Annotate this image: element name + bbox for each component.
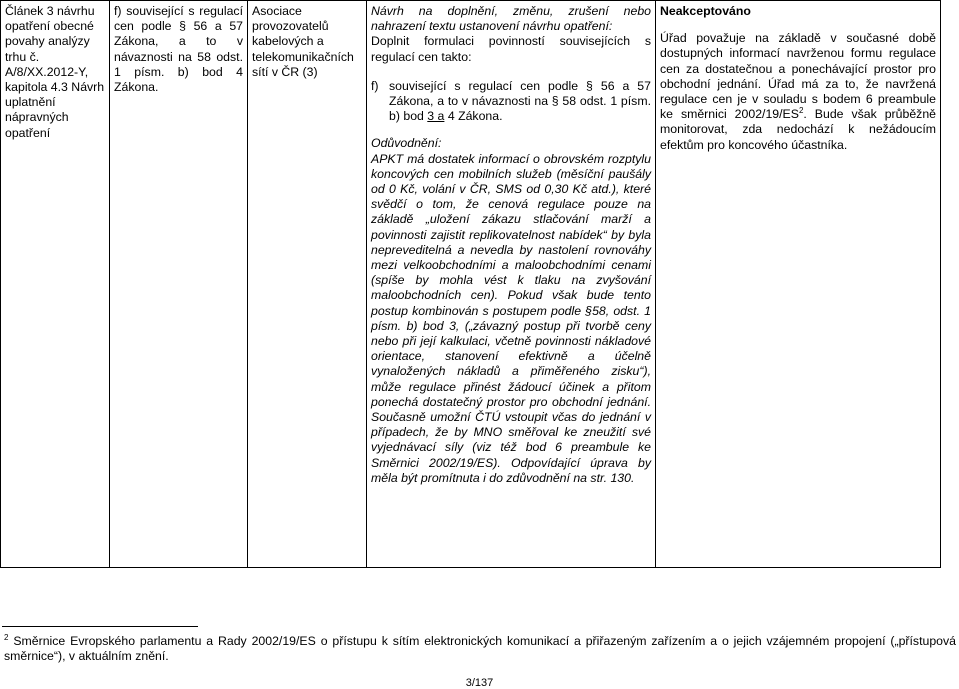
proposal-item-insert: 3 a <box>427 109 445 124</box>
footnote-divider <box>2 626 198 627</box>
footnote <box>4 634 956 664</box>
commenter-cell <box>248 1 367 568</box>
measure-text: f) související s regulací cen podle § 56 a 57 Zákona, a to v návaznosti na 58 odst. 1 písm. b) bod 4 Zákona. <box>114 4 243 95</box>
footnote-reference[interactable]: 2 <box>798 106 804 116</box>
evaluation-verdict: Neakceptováno <box>660 4 751 18</box>
evaluation-cell <box>656 1 941 568</box>
article-reference: Článek 3 návrhu opatření obecné povahy analýzy trhu č. A/8/XX.2012-Y, kapitola 4.3 Návrh uplatnění nápravných opatření <box>5 4 105 140</box>
proposal-lead: Návrh na doplnění, změnu, zrušení nebo nahrazení textu ustanovení návrhu opatření: <box>371 4 651 34</box>
evaluation-text-main: Úřad považuje na základě v současné době dostupných informací navrženou formu regulace cen za dostatečnou a ponechávající prostor pro obchodní jednání. Úřad má za to, že navržená regulace cen je v souladu s bodem 6 preambule ke směrnici 2002/19/ES <box>660 31 936 122</box>
proposal-instruction: Doplnit formulaci povinností souvisejících s regulací cen takto: <box>371 34 651 64</box>
measure-text-cell <box>110 1 248 568</box>
proposal-item-text: související s regulací cen podle § 56 a 57 Zákona, a to v návaznosti na § 58 odst. 1 písm. b) bod <box>389 78 651 124</box>
article-cell <box>1 1 110 568</box>
justification-label: Odůvodnění: <box>371 136 442 151</box>
footnote-number: 2 <box>4 633 9 642</box>
justification-text: APKT má dostatek informací o obrovském rozptylu koncových cen mobilních služeb (měsíční paušály od 0 Kč, volání v ČR, SMS od 0,30 Kč atd.), které svědčí o tom, že cenová regulace pouze na základě „uložení zákazu stlačování marží a povinnosti zajistit replikovatelnost nabídek“ by byla nepreveditelná a nevedla by nastolení rovnováhy mezi velkoobchodními a maloobchodními cenami (spíše by mohla vést k tlaku na zvyšování maloobchodních cen). Pokud však bude tento postup kombinován s postupem podle §58, odst. 1 písm. b) bod 3, („závazný postup při tvorbě ceny nebo při její kalkulaci, včetně povinnosti nákladové orientace, stanovení efektivně a účelně vynaložených nákladů a přiměřeného zisku“), může regulace přinést žádoucí účinek a přitom ponechá dostatečný prostor pro obchodní jednání. Současně umožní ČTÚ vstoupit včas do jednání v případech, že by MNO směřoval ke zneužití své vyjednávací síly (viz též bod 6 preambule ke Směrnici 2002/19/ES). Odpovídající úprava by měla být promítnuta i do zdůvodnění na str. 130. <box>371 151 651 485</box>
commenter-name: Asociace provozovatelů kabelových a telekomunikačních sítí v ČR (3) <box>252 4 354 79</box>
proposal-item-text-end: 4 Zákona. <box>444 109 503 124</box>
footnote-text: Směrnice Evropského parlamentu a Rady 2002/19/ES o přístupu k sítím elektronických komunikací a přiřazeným zařízením a o jejich vzájemném propojení („přístupová směrnice“), v aktuálním znění. <box>4 634 957 663</box>
proposal-item <box>371 78 651 125</box>
proposal-cell <box>367 1 656 568</box>
table-row <box>1 1 941 568</box>
proposal-item-letter: f) <box>371 78 379 93</box>
evaluation-text-end: . Bude však průběžně monitorovat, zda nedochází k nežádoucím efektům pro koncového účastníka. <box>660 107 936 152</box>
evaluation-text <box>660 31 936 153</box>
page-number: 3/137 <box>465 677 494 689</box>
